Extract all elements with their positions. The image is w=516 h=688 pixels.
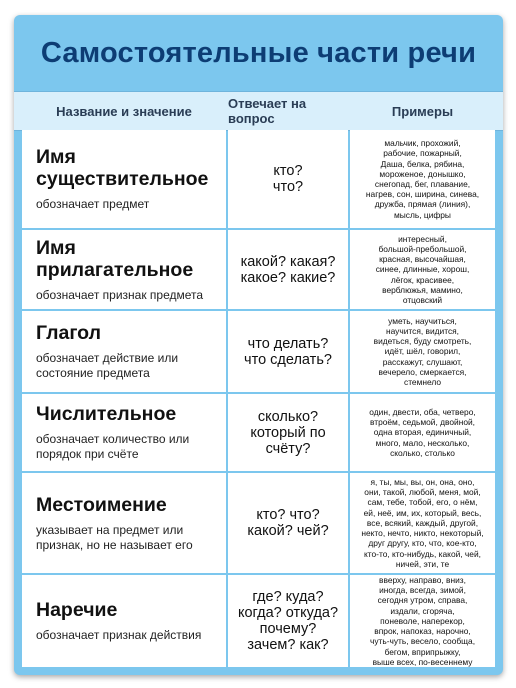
examples-text: один, двести, оба, четверо, втроём, седьмой, двойной, одна вторая, единичный, много, мало, несколько, сколько, столько: [369, 406, 476, 458]
part-of-speech-meaning: обозначает признак предмета: [36, 287, 204, 302]
question-text: какой? какая? какое? какие?: [240, 253, 336, 286]
page-title: Самостоятельные части речи: [40, 36, 477, 69]
part-of-speech-meaning: обозначает предмет: [36, 197, 150, 211]
question-text: сколько? который по счёту?: [250, 408, 326, 457]
examples-text: уметь, научиться, научится, видится, видеться, буду смотреть, идёт, шёл, говорил, расскажут, слушают, вечерело, смеркается, стемнело: [373, 315, 472, 387]
table-header: [14, 91, 503, 131]
name-cell: [22, 130, 226, 228]
part-of-speech-name: Местоимение: [36, 493, 167, 516]
examples-cell: [350, 394, 495, 471]
table-row: [14, 394, 503, 473]
question-text: что делать? что сделать?: [244, 335, 332, 368]
name-cell: [22, 473, 226, 573]
header-examples: Примеры: [391, 103, 454, 119]
part-of-speech-name: Имя существительное: [36, 146, 209, 190]
question-cell: [228, 394, 348, 471]
question-cell: [228, 311, 348, 392]
question-cell: [228, 575, 348, 667]
part-of-speech-meaning: обозначает количество или порядок при счёте: [36, 432, 190, 461]
name-cell: [22, 311, 226, 392]
header-name-meaning: Название и значение: [56, 103, 192, 119]
part-of-speech-name: Числительное: [36, 403, 177, 425]
examples-text: интересный, большой-пребольшой, красная, высочайшая, синее, длинные, хорош, лёгок, красивее, верблюжья, мамино, отцовский: [375, 233, 470, 305]
part-of-speech-name: Глагол: [36, 322, 101, 344]
part-of-speech-meaning: обозначает действие или состояние предмета: [36, 351, 179, 380]
table-row: [14, 473, 503, 575]
name-cell: [22, 575, 226, 667]
examples-cell: [350, 473, 495, 573]
poster: [14, 15, 503, 675]
examples-cell: [350, 230, 495, 309]
table-row: [14, 230, 503, 311]
part-of-speech-name: Имя прилагательное: [36, 236, 194, 281]
name-cell: [22, 394, 226, 471]
name-cell: [22, 230, 226, 309]
part-of-speech-meaning: обозначает признак действия: [36, 628, 202, 642]
table-row: [14, 130, 503, 230]
question-text: кто? что?: [272, 163, 304, 195]
examples-cell: [350, 575, 495, 667]
question-cell: [228, 130, 348, 228]
part-of-speech-meaning: указывает на предмет или признак, но не называет его: [36, 522, 193, 552]
examples-text: я, ты, мы, вы, он, она, оно, они, такой, любой, меня, мой, сам, тебе, тобой, его, о нём, ей, неё, им, их, который, весь, все, всякий, каждый, другой, некто, нечто, никто, некоторый, друг другу, кто, что, кое-кто, кто-то, кто-нибудь, какой, чей, ничей, эти, те: [361, 477, 484, 569]
question-text: где? куда? когда? откуда? почему? зачем? как?: [237, 589, 339, 653]
examples-text: мальчик, прохожий, рабочие, пожарный, Даша, белка, рябина, мороженое, донышко, снегопад, бег, плавание, нагрев, сон, ширина, синева, дружба, прямая (линия), мысль, цифры: [365, 138, 480, 220]
question-cell: [228, 230, 348, 309]
examples-text: вверху, направо, вниз, иногда, всегда, зимой, сегодня утром, справа, издали, сгоряча, поневоле, наперекор, впрок, напоказ, нарочно, чуть-чуть, весело, сообща, бегом, вприпрыжку, выше всех, по-весеннему: [369, 575, 476, 667]
question-text: кто? что? какой? чей?: [247, 507, 329, 539]
header-question: Отвечает на вопрос: [228, 96, 307, 126]
table-row: [14, 575, 503, 675]
question-cell: [228, 473, 348, 573]
part-of-speech-name: Наречие: [36, 599, 118, 621]
examples-cell: [350, 130, 495, 228]
table-row: [14, 311, 503, 394]
examples-cell: [350, 311, 495, 392]
